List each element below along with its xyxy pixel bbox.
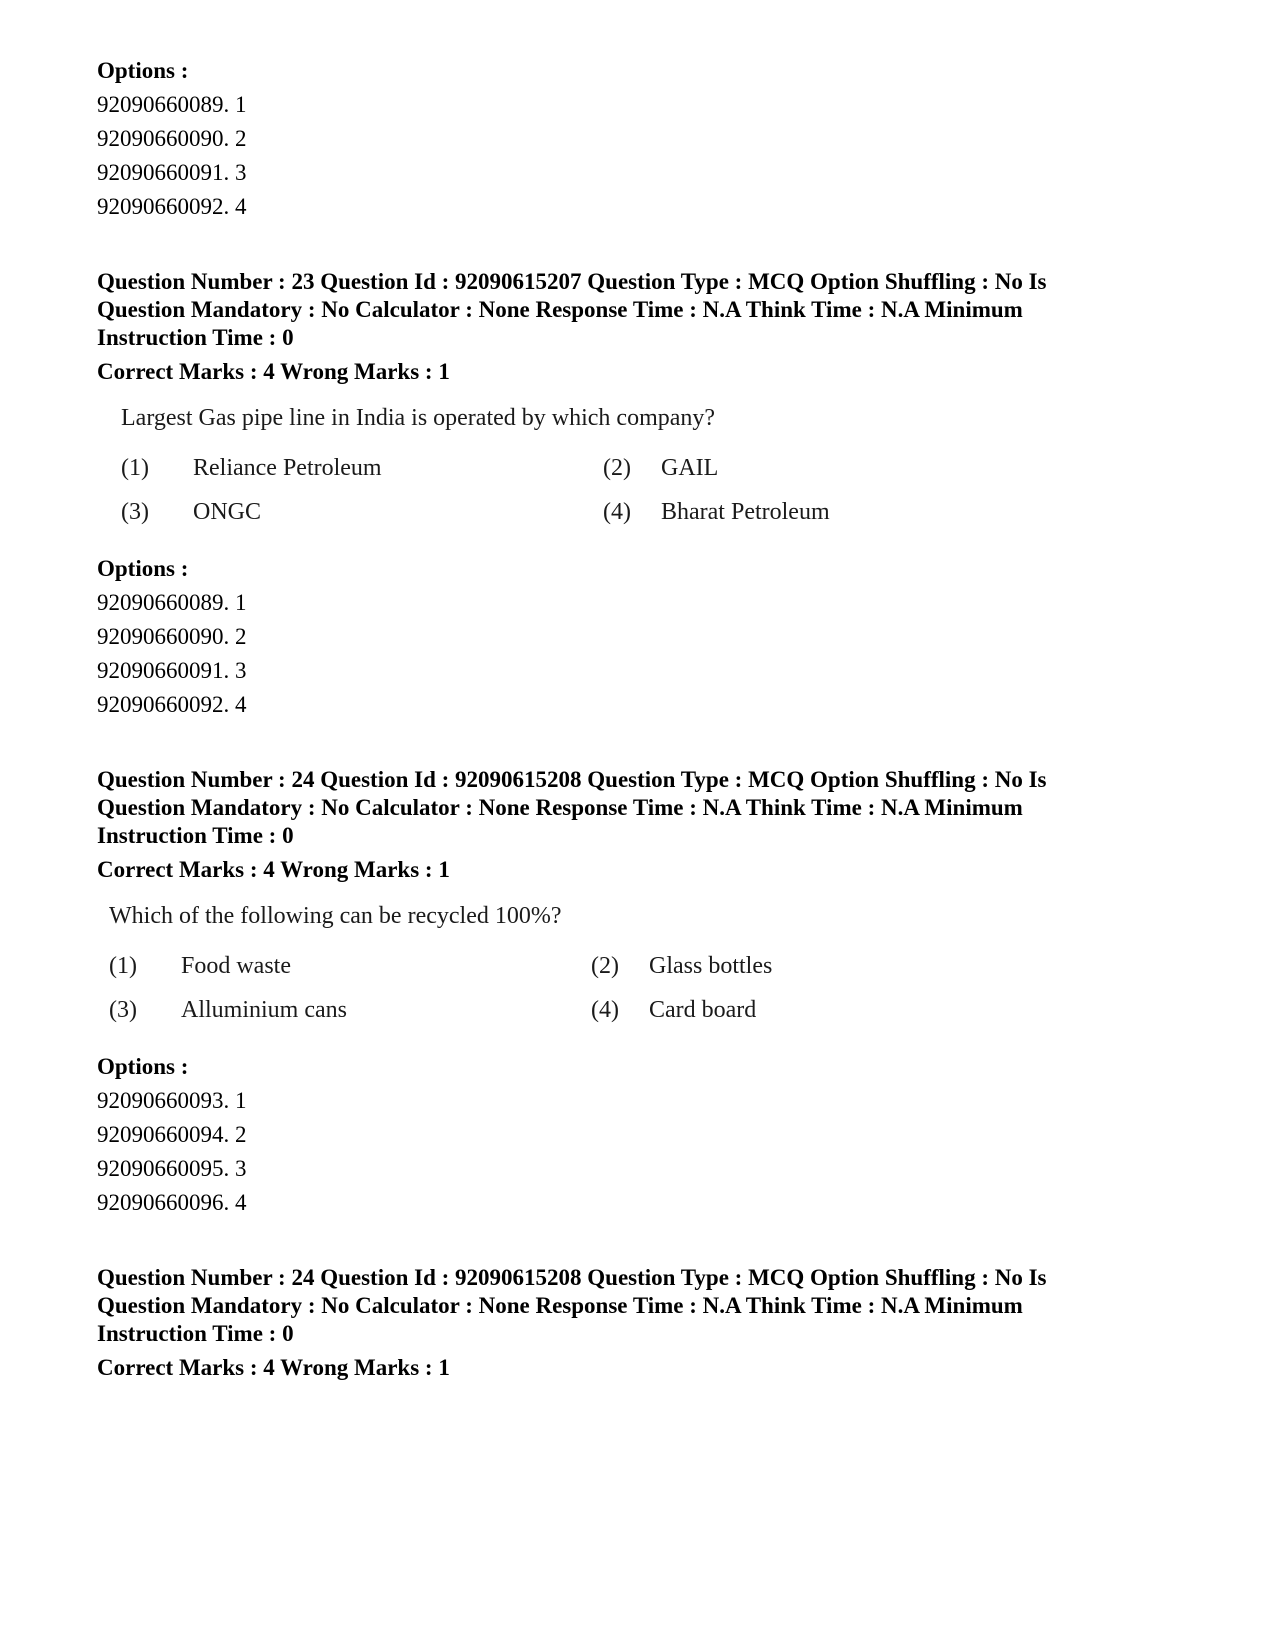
choice-label: GAIL [661,455,719,481]
question-image [97,402,1197,528]
options-list [97,54,1197,224]
question-header: Question Number : 23 Question Id : 92090615207 Question Type : MCQ Option Shuffling : No Is Question Mandatory : No Calculator : None Response Time : N.A Think Time : N.A Minimum Instruction Time : 0 [97,269,1047,350]
options-list [97,552,1197,722]
question-marks: Correct Marks : 4 Wrong Marks : 1 [97,857,450,882]
question-block [97,268,1197,722]
option-item: 92090660089. 1 [97,92,247,117]
option-item: 92090660092. 4 [97,194,247,219]
option-item: 92090660093. 1 [97,1088,247,1113]
choice-number: (4) [591,997,619,1023]
question-block [97,1264,1197,1382]
options-list [97,1050,1197,1220]
choice-grid [121,452,1197,528]
choice-label: Card board [649,997,757,1023]
choice-number: (1) [109,953,137,979]
option-item: 92090660092. 4 [97,692,247,717]
choice-label: Alluminium cans [181,997,347,1023]
choice-label: Reliance Petroleum [193,455,382,481]
choice-label: ONGC [193,499,262,525]
choice-number: (2) [603,455,631,481]
choice-label: Food waste [181,953,291,979]
choice-grid [109,950,1197,1026]
choice-label: Bharat Petroleum [661,499,830,525]
question-marks: Correct Marks : 4 Wrong Marks : 1 [97,1355,450,1380]
choice-number: (3) [109,997,137,1023]
question-marks: Correct Marks : 4 Wrong Marks : 1 [97,359,450,384]
choice-number: (2) [591,953,619,979]
question-text: Which of the following can be recycled 100%? [109,903,562,929]
options-heading: Options : [97,556,189,581]
choice-number: (4) [603,499,631,525]
choice-number: (1) [121,455,149,481]
option-item: 92090660090. 2 [97,624,247,649]
choice-label: Glass bottles [649,953,773,979]
options-heading: Options : [97,58,189,83]
options-heading: Options : [97,1054,189,1079]
question-header: Question Number : 24 Question Id : 92090615208 Question Type : MCQ Option Shuffling : No Is Question Mandatory : No Calculator : None Response Time : N.A Think Time : N.A Minimum Instruction Time : 0 [97,767,1047,848]
option-item: 92090660089. 1 [97,590,247,615]
question-text: Largest Gas pipe line in India is operated by which company? [121,405,716,431]
question-image [97,900,1197,1026]
option-item: 92090660091. 3 [97,160,247,185]
option-item: 92090660090. 2 [97,126,247,151]
option-item: 92090660091. 3 [97,658,247,683]
option-item: 92090660095. 3 [97,1156,247,1181]
question-header: Question Number : 24 Question Id : 92090615208 Question Type : MCQ Option Shuffling : No Is Question Mandatory : No Calculator : None Response Time : N.A Think Time : N.A Minimum Instruction Time : 0 [97,1265,1047,1346]
question-block [97,766,1197,1220]
exam-page [97,54,1197,1426]
option-item: 92090660094. 2 [97,1122,247,1147]
choice-number: (3) [121,499,149,525]
option-item: 92090660096. 4 [97,1190,247,1215]
